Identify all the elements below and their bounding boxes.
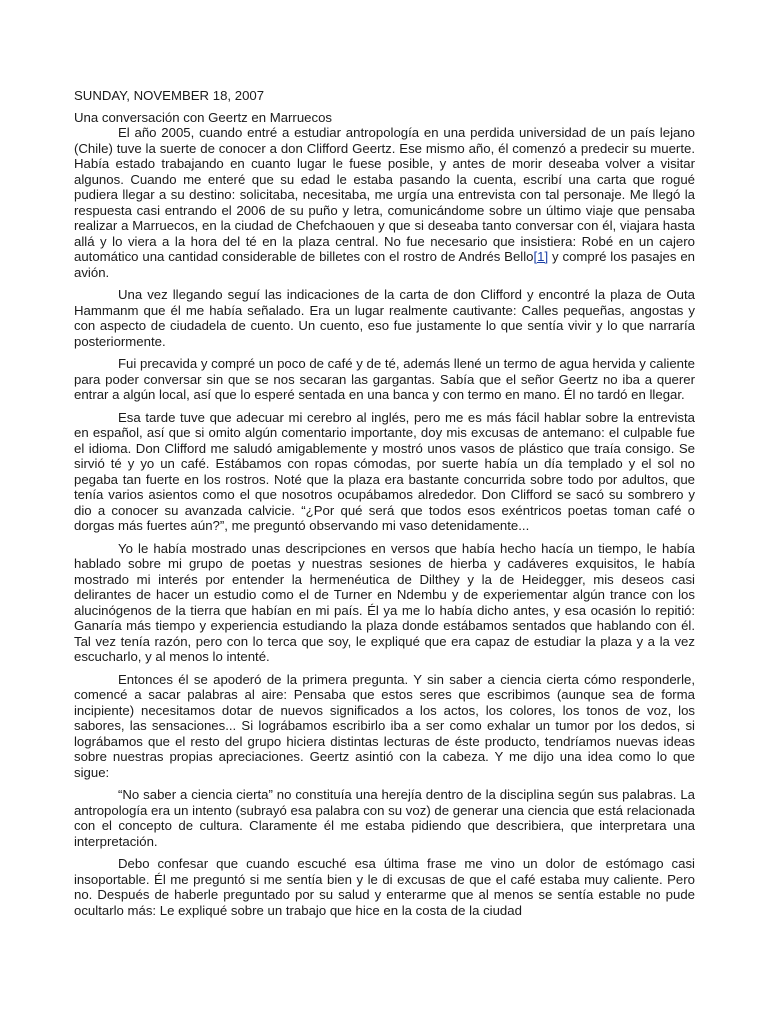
paragraph-1 <box>74 125 695 280</box>
paragraph-2: Una vez llegando seguí las indicaciones de la carta de don Clifford y encontré la plaza de Outa Hammanm que él me había señalado. Era un lugar realmente cautivante: Calles pequeñas, angostas y con aspecto de ciudadela de cuento. Un cuento, eso fue justamente lo que sentía vivir y lo que narraría posteriormente. <box>74 287 695 349</box>
blog-post <box>74 88 695 925</box>
paragraph-1-text: El año 2005, cuando entré a estudiar antropología en una perdida universidad de un país lejano (Chile) tuve la suerte de conocer a don Clifford Geertz. Ese mismo año, él comenzó a predecir su muerte. Había estado trabajando en cuanto lugar le fuese posible, y antes de morir deseaba volver a visitar algunos. Cuando me enteré que su edad le estaba pasando la cuenta, escribí una carta que rogué pudiera llegar a su destino: solicitaba, necesitaba, me urgía una entrevista con tal personaje. Me llegó la respuesta casi entrando el 2006 de su puño y letra, comunicándome sobre un último viaje que pensaba realizar a Marruecos, en la ciudad de Chefchaouen y que si deseaba tanto conversar con él, viajara hasta allá y lo viera a la hora del té en la plaza central. No fue necesario que insistiera: Robé en un cajero automático una cantidad considerable de billetes con el rostro de Andrés Bello <box>74 125 695 264</box>
post-date: SUNDAY, NOVEMBER 18, 2007 <box>74 88 265 103</box>
paragraph-8: Debo confesar que cuando escuché esa última frase me vino un dolor de estómago casi insoportable. Él me preguntó si me sentía bien y le di excusas de que el café estaba muy caliente. Pero no. Después de haberle preguntado por su salud y enterarme que al menos se sentía estable no pude ocultarlo más: Le expliqué sobre un trabajo que hice en la costa de la ciudad <box>74 856 695 918</box>
footnote-link[interactable]: [1] <box>533 249 549 264</box>
paragraph-3: Fui precavida y compré un poco de café y de té, además llené un termo de agua hervida y caliente para poder conversar sin que se nos secaran las gargantas. Sabía que el señor Geertz no iba a querer entrar a algún local, así que lo esperé sentada en una banca y con termo en mano. Él no tardó en llegar. <box>74 356 695 402</box>
paragraph-1-text-end: y compré los pasajes en avión. <box>74 249 695 280</box>
paragraph-7: “No saber a ciencia cierta” no constituía una herejía dentro de la disciplina según sus palabras. La antropología era un intento (subrayó esa palabra con su voz) de generar una ciencia que está relacionada con el concepto de cultura. Claramente él me estaba pidiendo que describiera, que interpretara una interpretación. <box>74 787 695 849</box>
post-title: Una conversación con Geertz en Marruecos <box>74 109 333 125</box>
paragraph-6: Entonces él se apoderó de la primera pregunta. Y sin saber a ciencia cierta cómo responderle, comencé a sacar palabras al aire: Pensaba que estos seres que escribimos (aunque sea de forma incipiente) necesitamos dotar de nuevos significados a los actos, los colores, los tonos de voz, los sabores, las sensaciones... Si lográbamos escribirlo iba a ser como exhalar un tumor por los dedos, si lográbamos que el resto del grupo hiciera distintas lecturas de éste producto, tendríamos nuevas ideas sobre nuestras propias apreciaciones. Geertz asintió con la cabeza. Y me dijo una idea como lo que sigue: <box>74 671 695 780</box>
paragraph-4: Esa tarde tuve que adecuar mi cerebro al inglés, pero me es más fácil hablar sobre la entrevista en español, así que si omito algún comentario importante, doy mis excusas de antemano: el culpable fue el idioma. Don Clifford me saludó amigablemente y mostró unos vasos de plástico que traía consigo. Se sirvió té y yo un café. Estábamos con ropas cómodas, por suerte había un día templado y el sol no pegaba tan fuerte en los rostros. Noté que la plaza era bastante concurrida sobre todo por adultos, que tenía varios asientos como el que nosotros ocupábamos alrededor. Don Clifford se sacó su sombrero y dio a conocer su avanzada calvicie. “¿Por qué será que todos esos exéntricos poetas toman café o dorgas más fuertes aún?”, me preguntó observando mi vaso detenidamente... <box>74 409 695 533</box>
paragraph-5: Yo le había mostrado unas descripciones en versos que había hecho hacía un tiempo, le había hablado sobre mi grupo de poetas y nuestras sesiones de hierba y cadáveres exquisitos, le había mostrado mi interés por entender la hermenéutica de Dilthey y la de Heidegger, mis deseos casi delirantes de hacer un estudio como el de Turner en Ndembu y de experiementar algún trance con los alucinógenos de la tierra que habían en mi país. Él ya me lo había dicho antes, y esa ocasión lo repitió: Ganaría más tiempo y experiencia estudiando la plaza donde estábamos sentados que hablando con él. Tal vez tenía razón, pero con lo terca que soy, le expliqué que era capaz de estudiar la plaza y a la vez escucharlo, y al menos lo intenté. <box>74 540 695 664</box>
